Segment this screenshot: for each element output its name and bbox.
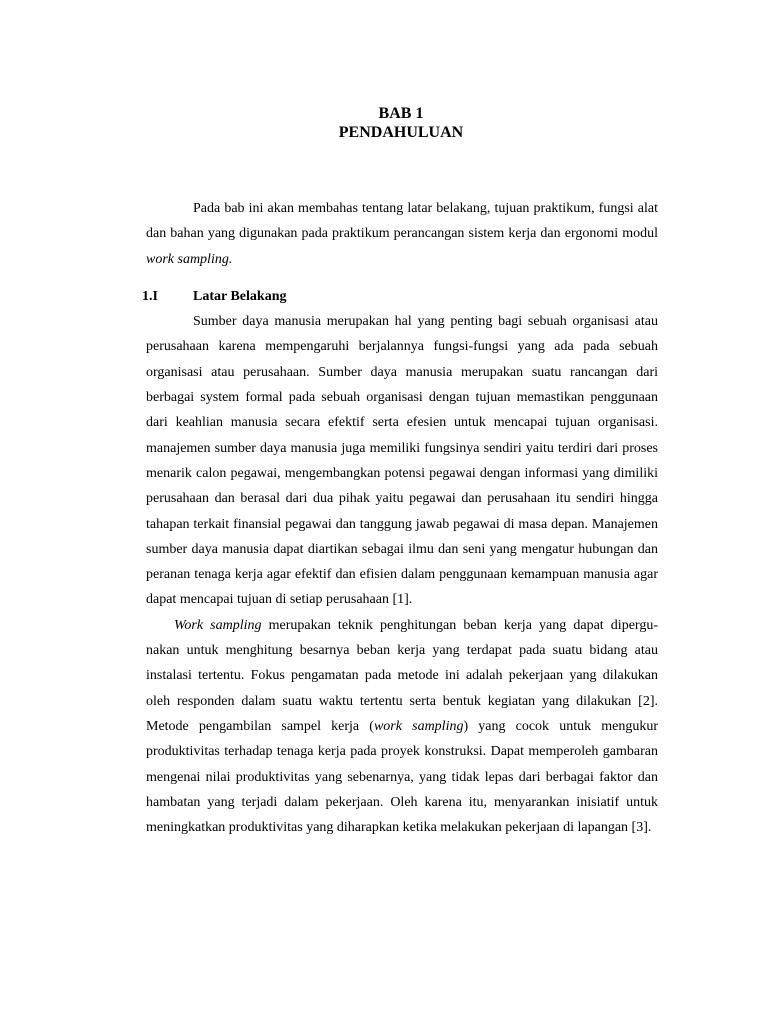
intro-text: Pada bab ini akan membahas tentang latar belakang, tujuan praktikum, fungsi alat dan bahan yang digunakan pada praktikum perancangan sistem kerja dan ergonomi modul [146,201,658,242]
section-number: 1.I [142,288,158,304]
paragraph2-text-b: ) yang cocok untuk mengukur produktivitas terhadap tenaga kerja pada proyek konstruksi. Dapat memperoleh gambaran mengenai nilai produktivitas yang sebenarnya, yang tidak lepas dari berbagai faktor dan hambatan yang terjadi dalam pekerjaan. Oleh karena itu, menyarankan inisiatif untuk meningkatkan produktivitas yang diharapkan ketika melakukan pekerjaan di lapangan [3]. [146,718,658,836]
intro-paragraph [146,196,658,272]
chapter-heading [0,104,768,142]
section-heading [142,284,658,309]
paragraph2-italic-start: Work sampling [174,617,262,633]
document-body [142,196,658,840]
paragraph2-italic-mid: work sampling [373,718,464,734]
chapter-label: BAB 1 [378,105,424,122]
intro-italic-term: work sampling. [146,251,233,267]
paragraph2-text-a: merupakan teknik penghitungan beban kerja yang dapat dipergu- nakan untuk menghitung besarnya beban kerja yang terdapat pada suatu bidang atau instalasi tertentu. Fokus pengamatan pada metode ini adalah pekerjaan yang dilakukan oleh responden dalam suatu waktu tertentu serta bentuk kegiatan yang dilakukan [2]. Metode pengambilan sampel kerja ( [146,617,658,734]
section-title: Latar Belakang [193,288,287,304]
background-paragraph-2 [146,613,658,841]
chapter-title: PENDAHULUAN [338,124,464,141]
background-paragraph-1: Sumber daya manusia merupakan hal yang penting bagi sebuah organisasi atau perusahaan karena mempengaruhi berjalannya fungsi-fungsi yang ada pada sebuah organisasi atau perusahaan. Sumber daya manusia merupakan suatu rancangan dari berbagai system formal pada sebuah organisasi dengan tujuan memastikan penggunaan dari keahlian manusia secara efektif serta efesien untuk mencapai tujuan organisasi. manajemen sumber daya manusia juga memiliki fungsinya sendiri yaitu terdiri dari proses menarik calon pegawai, mengembangkan potensi pegawai dengan informasi yang dimiliki perusahaan dan berasal dari dua pihak yaitu pegawai dan perusahaan itu sendiri hingga tahapan terkait finansial pegawai dan tanggung jawab pegawai di masa depan. Manajemen sumber daya manusia dapat diartikan sebagai ilmu dan seni yang mengatur hubungan dan peranan tenaga kerja agar efektif dan efisien dalam penggunaan kemampuan manusia agar dapat mencapai tujuan di setiap perusahaan [1]. [146,314,658,608]
